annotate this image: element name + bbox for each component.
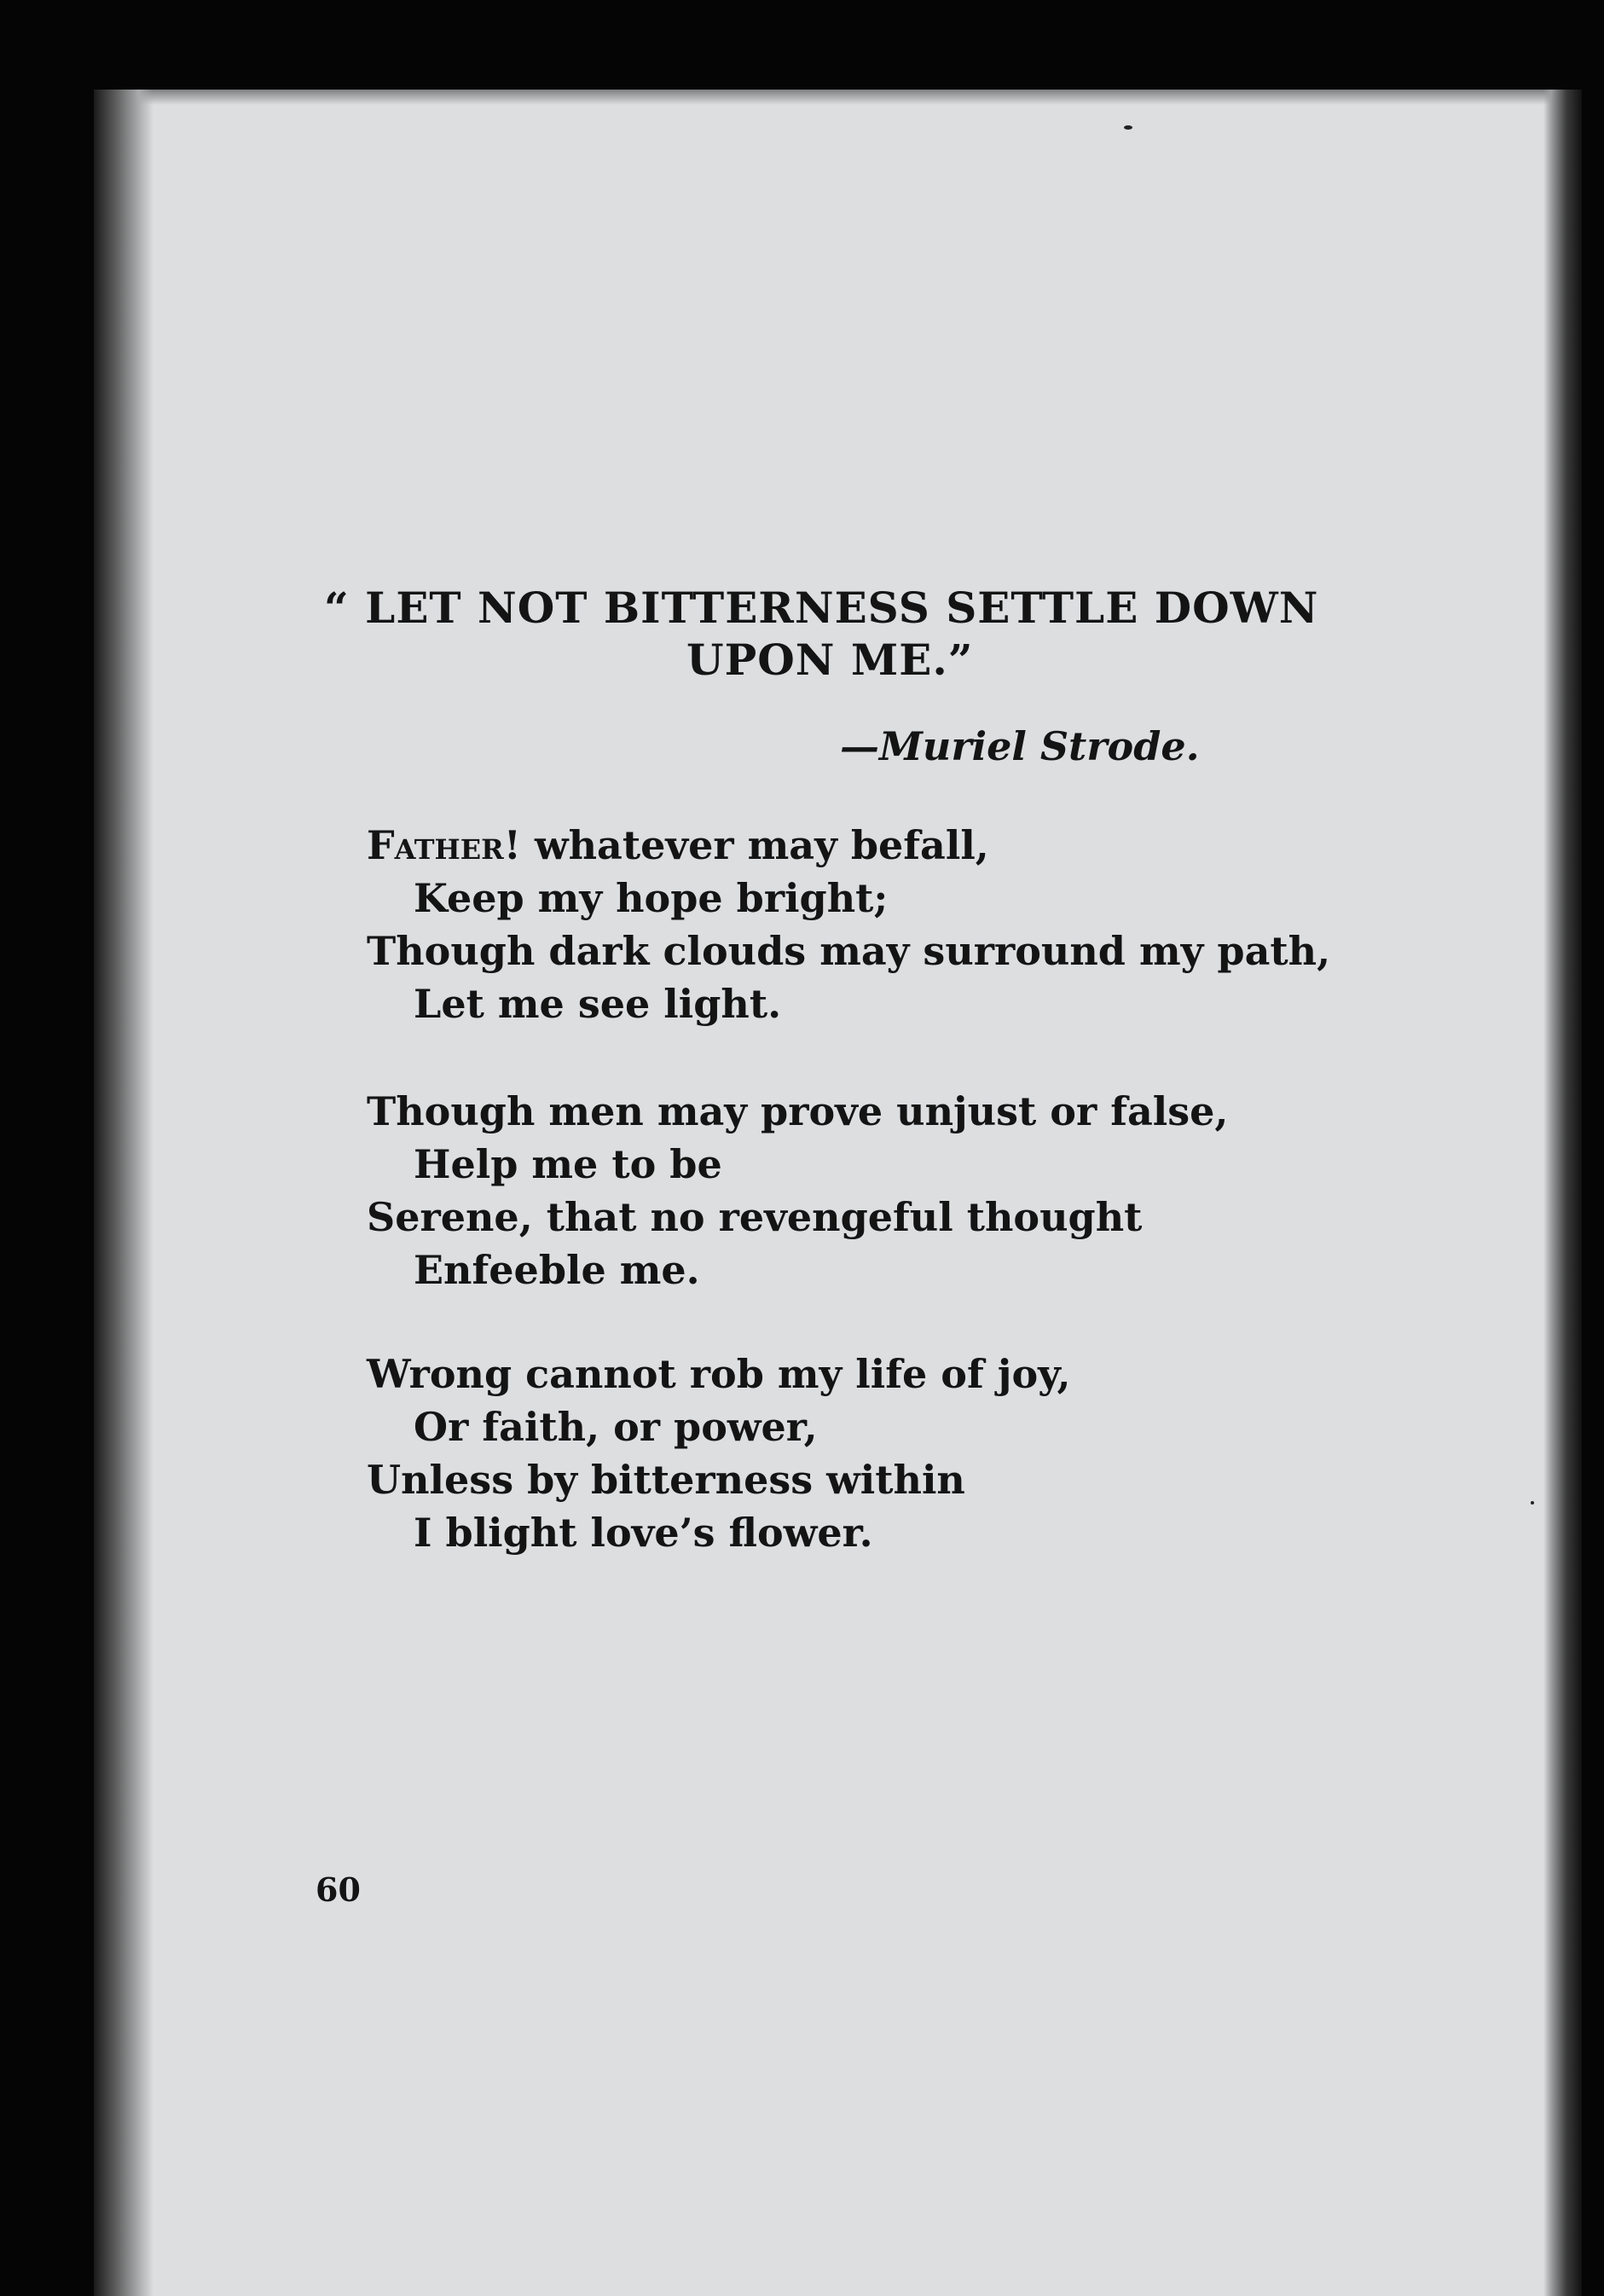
dust-speck bbox=[1531, 1501, 1534, 1505]
poem-attribution: —Muriel Strode. bbox=[840, 723, 1200, 769]
stanza-3-line-2: Or faith, or power, bbox=[414, 1404, 818, 1450]
stanza-3 bbox=[367, 1348, 1070, 1559]
stanza-2-line-1: Though men may prove unjust or false, bbox=[367, 1088, 1229, 1134]
stanza-2 bbox=[367, 1085, 1228, 1296]
stanza-3-line-3: Unless by bitterness within bbox=[367, 1457, 965, 1503]
stanza-1-first-word: Father bbox=[367, 822, 504, 868]
page-binding-edge bbox=[94, 90, 153, 2296]
poem-title-line-1: “ LET NOT BITTERNESS SETTLE DOWN bbox=[324, 583, 1319, 633]
stanza-1-line-1 bbox=[367, 819, 1330, 872]
page-top-shadow bbox=[94, 90, 1582, 105]
stanza-3-line-1: Wrong cannot rob my life of joy, bbox=[367, 1351, 1071, 1397]
stanza-1-line-4: Let me see light. bbox=[414, 981, 782, 1027]
dust-speck bbox=[1124, 125, 1132, 130]
stanza-2-line-2: Help me to be bbox=[414, 1141, 722, 1187]
stanza-1-line-2: Keep my hope bright; bbox=[414, 875, 889, 921]
stanza-1-line-3: Though dark clouds may surround my path, bbox=[367, 928, 1331, 974]
poem-title-line-2: UPON ME.” bbox=[686, 635, 974, 685]
stanza-2-line-3: Serene, that no revengeful thought bbox=[367, 1194, 1143, 1240]
stanza-1 bbox=[367, 819, 1330, 1030]
page-number: 60 bbox=[316, 1870, 361, 1909]
page-right-edge bbox=[1543, 90, 1582, 2296]
stanza-2-line-4: Enfeeble me. bbox=[414, 1247, 700, 1293]
stanza-1-line-1-rest: ! whatever may befall, bbox=[503, 822, 989, 868]
stanza-3-line-4: I blight love’s flower. bbox=[414, 1510, 873, 1556]
